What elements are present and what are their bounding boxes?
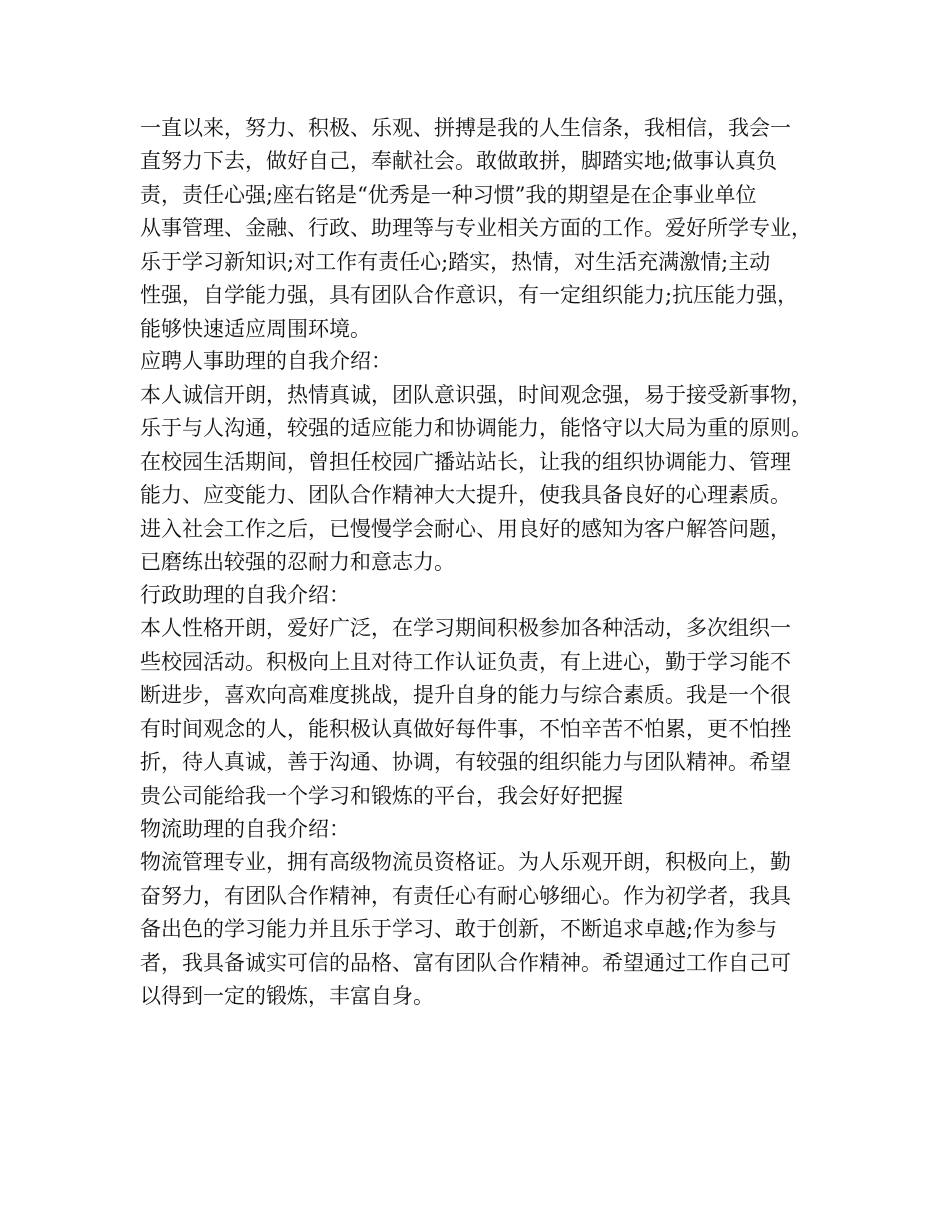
text-line: 乐于与人沟通，较强的适应能力和协调能力，能恪守以大局为重的原则。 [140,416,812,440]
text-line: 些校园活动。积极向上且对待工作认证负责，有上进心，勤于学习能不 [140,650,791,674]
text-line: 物流管理专业，拥有高级物流员资格证。为人乐观开朗，积极向上，勤 [140,850,791,874]
section-heading: 物流助理的自我介绍： [140,817,350,841]
text-line: 备出色的学习能力并且乐于学习、敢于创新，不断追求卓越;作为参与 [140,917,778,941]
text-line: 者，我具备诚实可信的品格、富有团队合作精神。希望通过工作自己可 [140,951,791,975]
text-line: 有时间观念的人，能积极认真做好每件事，不怕辛苦不怕累，更不怕挫 [140,717,791,741]
text-line: 本人性格开朗，爱好广泛，在学习期间积极参加各种活动，多次组织一 [140,616,791,640]
text-line: 从事管理、金融、行政、助理等与专业相关方面的工作。爱好所学专业， [140,216,812,240]
text-line: 进入社会工作之后，已慢慢学会耐心、用良好的感知为客户解答问题， [140,517,791,541]
text-line: 乐于学习新知识;对工作有责任心;踏实，热情，对生活充满激情;主动 [140,250,771,274]
text-line: 奋努力，有团队合作精神，有责任心有耐心够细心。作为初学者，我具 [140,884,791,908]
section-heading: 行政助理的自我介绍： [140,583,350,607]
text-line: 以得到一定的锻炼，丰富自身。 [140,984,434,1008]
text-line: 直努力下去，做好自己，奉献社会。敢做敢拼，脚踏实地;做事认真负 [140,149,778,173]
text-line: 在校园生活期间，曾担任校园广播站站长，让我的组织协调能力、管理 [140,450,791,474]
text-line: 折，待人真诚，善于沟通、协调，有较强的组织能力与团队精神。希望 [140,750,791,774]
text-line: 能力、应变能力、团队合作精神大大提升，使我具备良好的心理素质。 [140,483,791,507]
text-line: 责，责任心强;座右铭是“优秀是一种习惯”我的期望是在企事业单位 [140,183,757,207]
text-line: 断进步，喜欢向高难度挑战，提升自身的能力与综合素质。我是一个很 [140,683,791,707]
text-line: 性强，自学能力强，具有团队合作意识，有一定组织能力;抗压能力强， [140,283,799,307]
text-line: 本人诚信开朗，热情真诚，团队意识强，时间观念强，易于接受新事物， [140,383,812,407]
text-line: 能够快速适应周围环境。 [140,317,371,341]
section-heading: 应聘人事助理的自我介绍： [140,349,392,373]
text-line: 已磨练出较强的忍耐力和意志力。 [140,550,455,574]
text-line: 贵公司能给我一个学习和锻炼的平台，我会好好把握 [140,784,623,808]
text-line: 一直以来，努力、积极、乐观、拼搏是我的人生信条，我相信，我会一 [140,116,791,140]
